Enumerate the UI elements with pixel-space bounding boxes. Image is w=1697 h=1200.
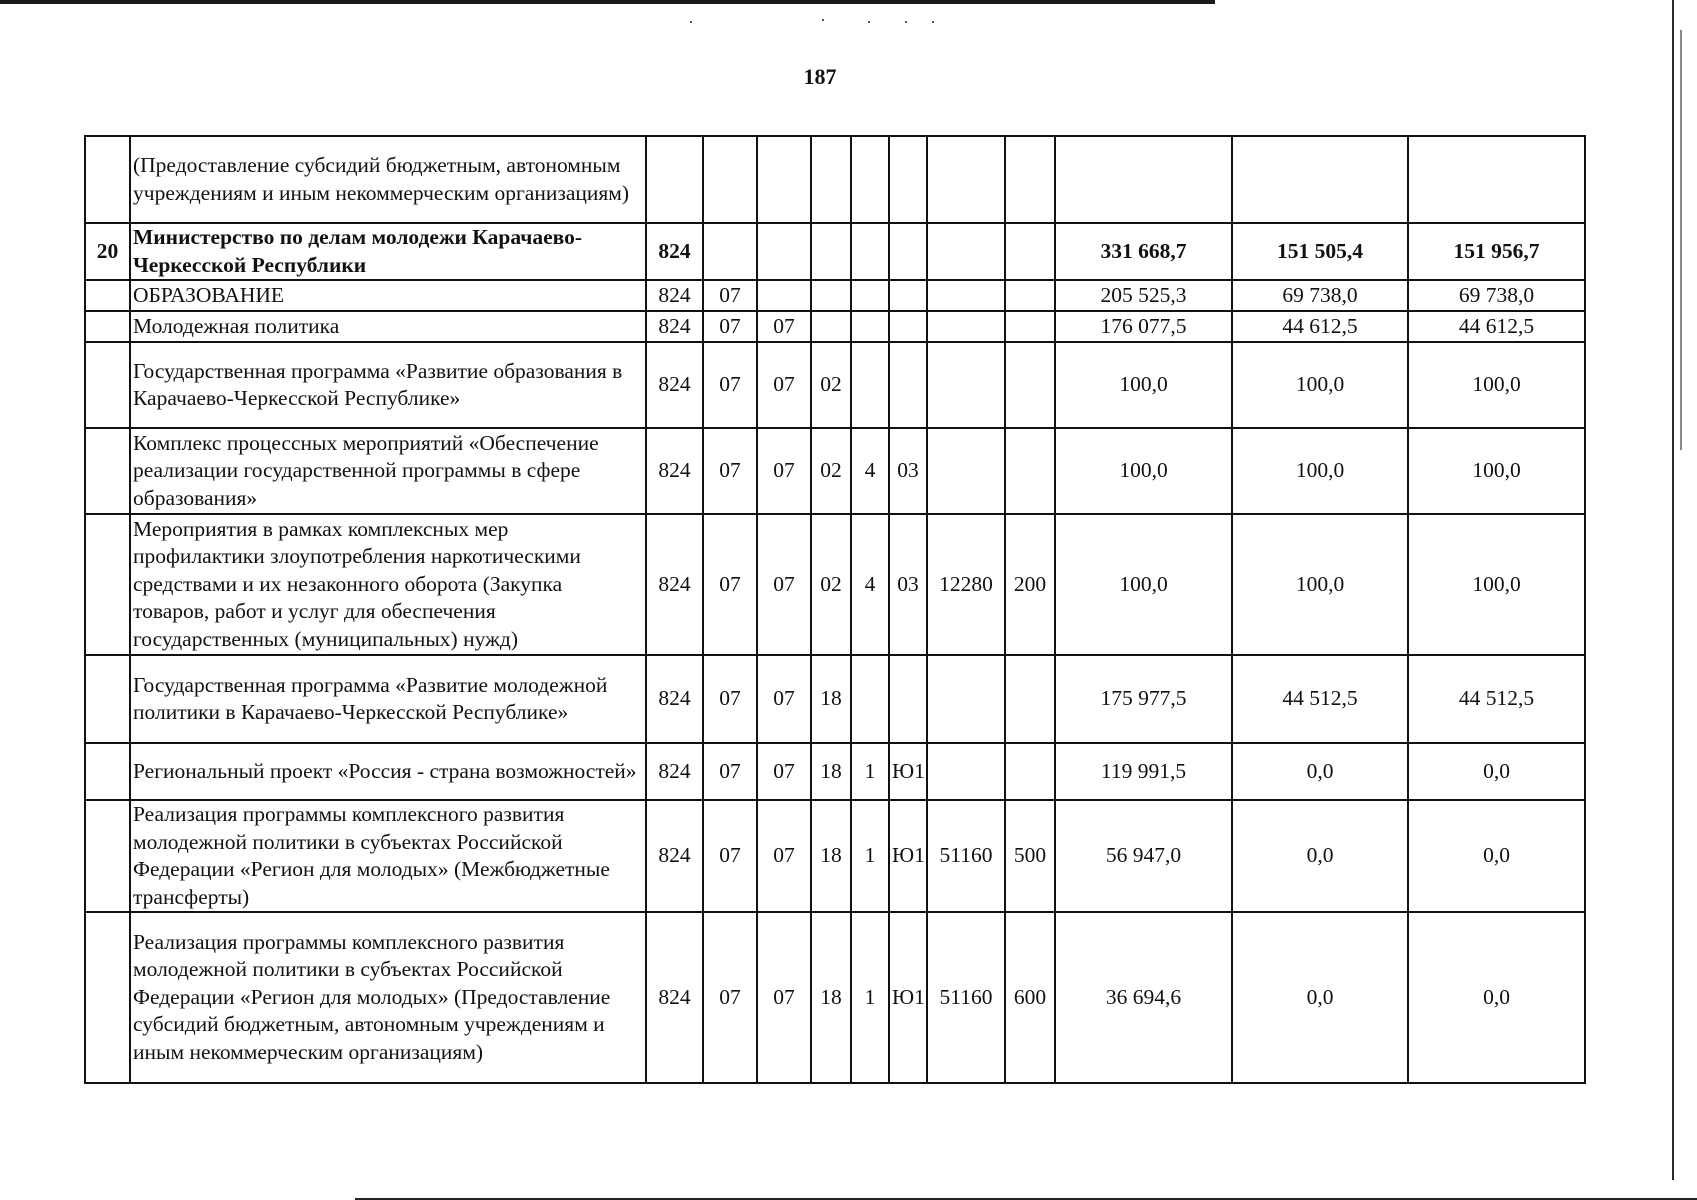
- amount-year-3: 44 612,5: [1408, 311, 1585, 342]
- expense-type-code: [1005, 428, 1055, 514]
- scan-border-right-faint: [1680, 30, 1682, 450]
- ved-code: 824: [646, 311, 703, 342]
- table-row: [85, 800, 1585, 912]
- amount-year-1: 176 077,5: [1055, 311, 1232, 342]
- amount-year-3: 151 956,7: [1408, 223, 1585, 280]
- ved-code: 824: [646, 342, 703, 428]
- amount-year-2: 44 612,5: [1232, 311, 1408, 342]
- amount-year-1: 119 991,5: [1055, 743, 1232, 800]
- page-number: 187: [803, 64, 837, 89]
- event-code: [889, 311, 927, 342]
- scan-speck: [690, 21, 692, 23]
- podrazdel-code: [757, 223, 811, 280]
- row-number: [85, 136, 130, 223]
- scan-speck: [868, 21, 870, 23]
- direction-code: [927, 342, 1005, 428]
- razdel-code: 07: [703, 743, 757, 800]
- event-code: Ю1: [889, 912, 927, 1083]
- amount-year-1: 331 668,7: [1055, 223, 1232, 280]
- razdel-code: 07: [703, 655, 757, 743]
- subprogram-code: 1: [851, 912, 889, 1083]
- podrazdel-code: 07: [757, 743, 811, 800]
- amount-year-1: 175 977,5: [1055, 655, 1232, 743]
- subprogram-code: [851, 342, 889, 428]
- row-name: Молодежная политика: [130, 311, 646, 342]
- direction-code: 51160: [927, 800, 1005, 912]
- ved-code: [646, 136, 703, 223]
- amount-year-2: 100,0: [1232, 428, 1408, 514]
- amount-year-2: 0,0: [1232, 912, 1408, 1083]
- table-row: [85, 428, 1585, 514]
- expense-type-code: [1005, 136, 1055, 223]
- row-number: [85, 311, 130, 342]
- podrazdel-code: 07: [757, 342, 811, 428]
- ved-code: 824: [646, 800, 703, 912]
- program-code: [811, 136, 851, 223]
- amount-year-1: 205 525,3: [1055, 280, 1232, 311]
- budget-table: [84, 135, 1586, 1084]
- event-code: [889, 342, 927, 428]
- program-code: 02: [811, 342, 851, 428]
- amount-year-3: 0,0: [1408, 912, 1585, 1083]
- amount-year-1: 36 694,6: [1055, 912, 1232, 1083]
- amount-year-2: 100,0: [1232, 514, 1408, 655]
- event-code: [889, 280, 927, 311]
- razdel-code: 07: [703, 342, 757, 428]
- ved-code: 824: [646, 743, 703, 800]
- row-number: [85, 280, 130, 311]
- subprogram-code: 4: [851, 514, 889, 655]
- table-row: [85, 342, 1585, 428]
- podrazdel-code: 07: [757, 311, 811, 342]
- subprogram-code: [851, 655, 889, 743]
- direction-code: 51160: [927, 912, 1005, 1083]
- ved-code: 824: [646, 514, 703, 655]
- podrazdel-code: 07: [757, 912, 811, 1083]
- direction-code: 12280: [927, 514, 1005, 655]
- table-row: [85, 514, 1585, 655]
- amount-year-2: [1232, 136, 1408, 223]
- expense-type-code: [1005, 342, 1055, 428]
- program-code: [811, 280, 851, 311]
- expense-type-code: 500: [1005, 800, 1055, 912]
- row-name: Мероприятия в рамках комплексных мер профилактики злоупотребления наркотическими средствами и их незаконного оборота (Закупка товаров, работ и услуг для обеспечения государственных (муниципальных) нужд): [130, 514, 646, 655]
- scan-speck: [822, 19, 824, 21]
- program-code: 18: [811, 655, 851, 743]
- ved-code: 824: [646, 280, 703, 311]
- ved-code: 824: [646, 223, 703, 280]
- direction-code: [927, 280, 1005, 311]
- podrazdel-code: 07: [757, 800, 811, 912]
- table-row: [85, 311, 1585, 342]
- row-number: [85, 655, 130, 743]
- event-code: [889, 655, 927, 743]
- table-row: [85, 280, 1585, 311]
- scan-border-top: [0, 0, 1215, 4]
- subprogram-code: [851, 223, 889, 280]
- subprogram-code: 1: [851, 743, 889, 800]
- row-number: [85, 428, 130, 514]
- row-number: 20: [85, 223, 130, 280]
- amount-year-3: 69 738,0: [1408, 280, 1585, 311]
- program-code: [811, 223, 851, 280]
- event-code: Ю1: [889, 743, 927, 800]
- budget-table-body: [85, 136, 1585, 1083]
- amount-year-2: 100,0: [1232, 342, 1408, 428]
- row-name: Реализация программы комплексного развития молодежной политики в субъектах Российской Федерации «Регион для молодых» (Межбюджетные трансферты): [130, 800, 646, 912]
- ved-code: 824: [646, 655, 703, 743]
- amount-year-3: 100,0: [1408, 342, 1585, 428]
- expense-type-code: [1005, 655, 1055, 743]
- table-row: [85, 912, 1585, 1083]
- table-row: [85, 743, 1585, 800]
- program-code: 18: [811, 743, 851, 800]
- event-code: [889, 223, 927, 280]
- amount-year-3: 44 512,5: [1408, 655, 1585, 743]
- direction-code: [927, 223, 1005, 280]
- direction-code: [927, 136, 1005, 223]
- amount-year-3: 0,0: [1408, 743, 1585, 800]
- ved-code: 824: [646, 912, 703, 1083]
- razdel-code: 07: [703, 280, 757, 311]
- amount-year-2: 0,0: [1232, 800, 1408, 912]
- subprogram-code: [851, 280, 889, 311]
- podrazdel-code: 07: [757, 655, 811, 743]
- ved-code: 824: [646, 428, 703, 514]
- expense-type-code: [1005, 280, 1055, 311]
- scan-speck: [932, 21, 934, 23]
- amount-year-1: 100,0: [1055, 514, 1232, 655]
- podrazdel-code: [757, 136, 811, 223]
- razdel-code: 07: [703, 514, 757, 655]
- row-number: [85, 800, 130, 912]
- event-code: Ю1: [889, 800, 927, 912]
- podrazdel-code: 07: [757, 428, 811, 514]
- direction-code: [927, 655, 1005, 743]
- program-code: 02: [811, 514, 851, 655]
- row-name: Региональный проект «Россия - страна возможностей»: [130, 743, 646, 800]
- row-name: ОБРАЗОВАНИЕ: [130, 280, 646, 311]
- row-number: [85, 514, 130, 655]
- amount-year-2: 69 738,0: [1232, 280, 1408, 311]
- amount-year-2: 151 505,4: [1232, 223, 1408, 280]
- row-number: [85, 743, 130, 800]
- table-row: [85, 223, 1585, 280]
- expense-type-code: [1005, 311, 1055, 342]
- expense-type-code: 200: [1005, 514, 1055, 655]
- direction-code: [927, 428, 1005, 514]
- row-name: Реализация программы комплексного развития молодежной политики в субъектах Российской Федерации «Регион для молодых» (Предоставление субсидий бюджетным, автономным учреждениям и иным некоммерческим организациям): [130, 912, 646, 1083]
- direction-code: [927, 743, 1005, 800]
- razdel-code: 07: [703, 800, 757, 912]
- expense-type-code: [1005, 223, 1055, 280]
- event-code: 03: [889, 514, 927, 655]
- row-name: Комплекс процессных мероприятий «Обеспечение реализации государственной программы в сфере образования»: [130, 428, 646, 514]
- subprogram-code: [851, 136, 889, 223]
- amount-year-2: 0,0: [1232, 743, 1408, 800]
- row-name: Государственная программа «Развитие молодежной политики в Карачаево-Черкесской Республике»: [130, 655, 646, 743]
- table-row: [85, 136, 1585, 223]
- row-name: (Предоставление субсидий бюджетным, автономным учреждениям и иным некоммерческим организациям): [130, 136, 646, 223]
- row-name: Государственная программа «Развитие образования в Карачаево-Черкесской Республике»: [130, 342, 646, 428]
- expense-type-code: [1005, 743, 1055, 800]
- razdel-code: 07: [703, 428, 757, 514]
- razdel-code: [703, 223, 757, 280]
- program-code: 02: [811, 428, 851, 514]
- amount-year-3: 0,0: [1408, 800, 1585, 912]
- scan-border-right: [1672, 0, 1674, 1180]
- event-code: 03: [889, 428, 927, 514]
- amount-year-3: 100,0: [1408, 428, 1585, 514]
- row-name: Министерство по делам молодежи Карачаево-Черкесской Республики: [130, 223, 646, 280]
- amount-year-2: 44 512,5: [1232, 655, 1408, 743]
- scan-speck: [905, 21, 907, 23]
- direction-code: [927, 311, 1005, 342]
- amount-year-3: 100,0: [1408, 514, 1585, 655]
- amount-year-1: 100,0: [1055, 342, 1232, 428]
- podrazdel-code: 07: [757, 514, 811, 655]
- subprogram-code: [851, 311, 889, 342]
- amount-year-1: 56 947,0: [1055, 800, 1232, 912]
- row-number: [85, 912, 130, 1083]
- podrazdel-code: [757, 280, 811, 311]
- amount-year-1: [1055, 136, 1232, 223]
- row-number: [85, 342, 130, 428]
- amount-year-1: 100,0: [1055, 428, 1232, 514]
- amount-year-3: [1408, 136, 1585, 223]
- subprogram-code: 4: [851, 428, 889, 514]
- program-code: 18: [811, 912, 851, 1083]
- program-code: [811, 311, 851, 342]
- razdel-code: 07: [703, 311, 757, 342]
- table-row: [85, 655, 1585, 743]
- razdel-code: [703, 136, 757, 223]
- event-code: [889, 136, 927, 223]
- subprogram-code: 1: [851, 800, 889, 912]
- program-code: 18: [811, 800, 851, 912]
- razdel-code: 07: [703, 912, 757, 1083]
- expense-type-code: 600: [1005, 912, 1055, 1083]
